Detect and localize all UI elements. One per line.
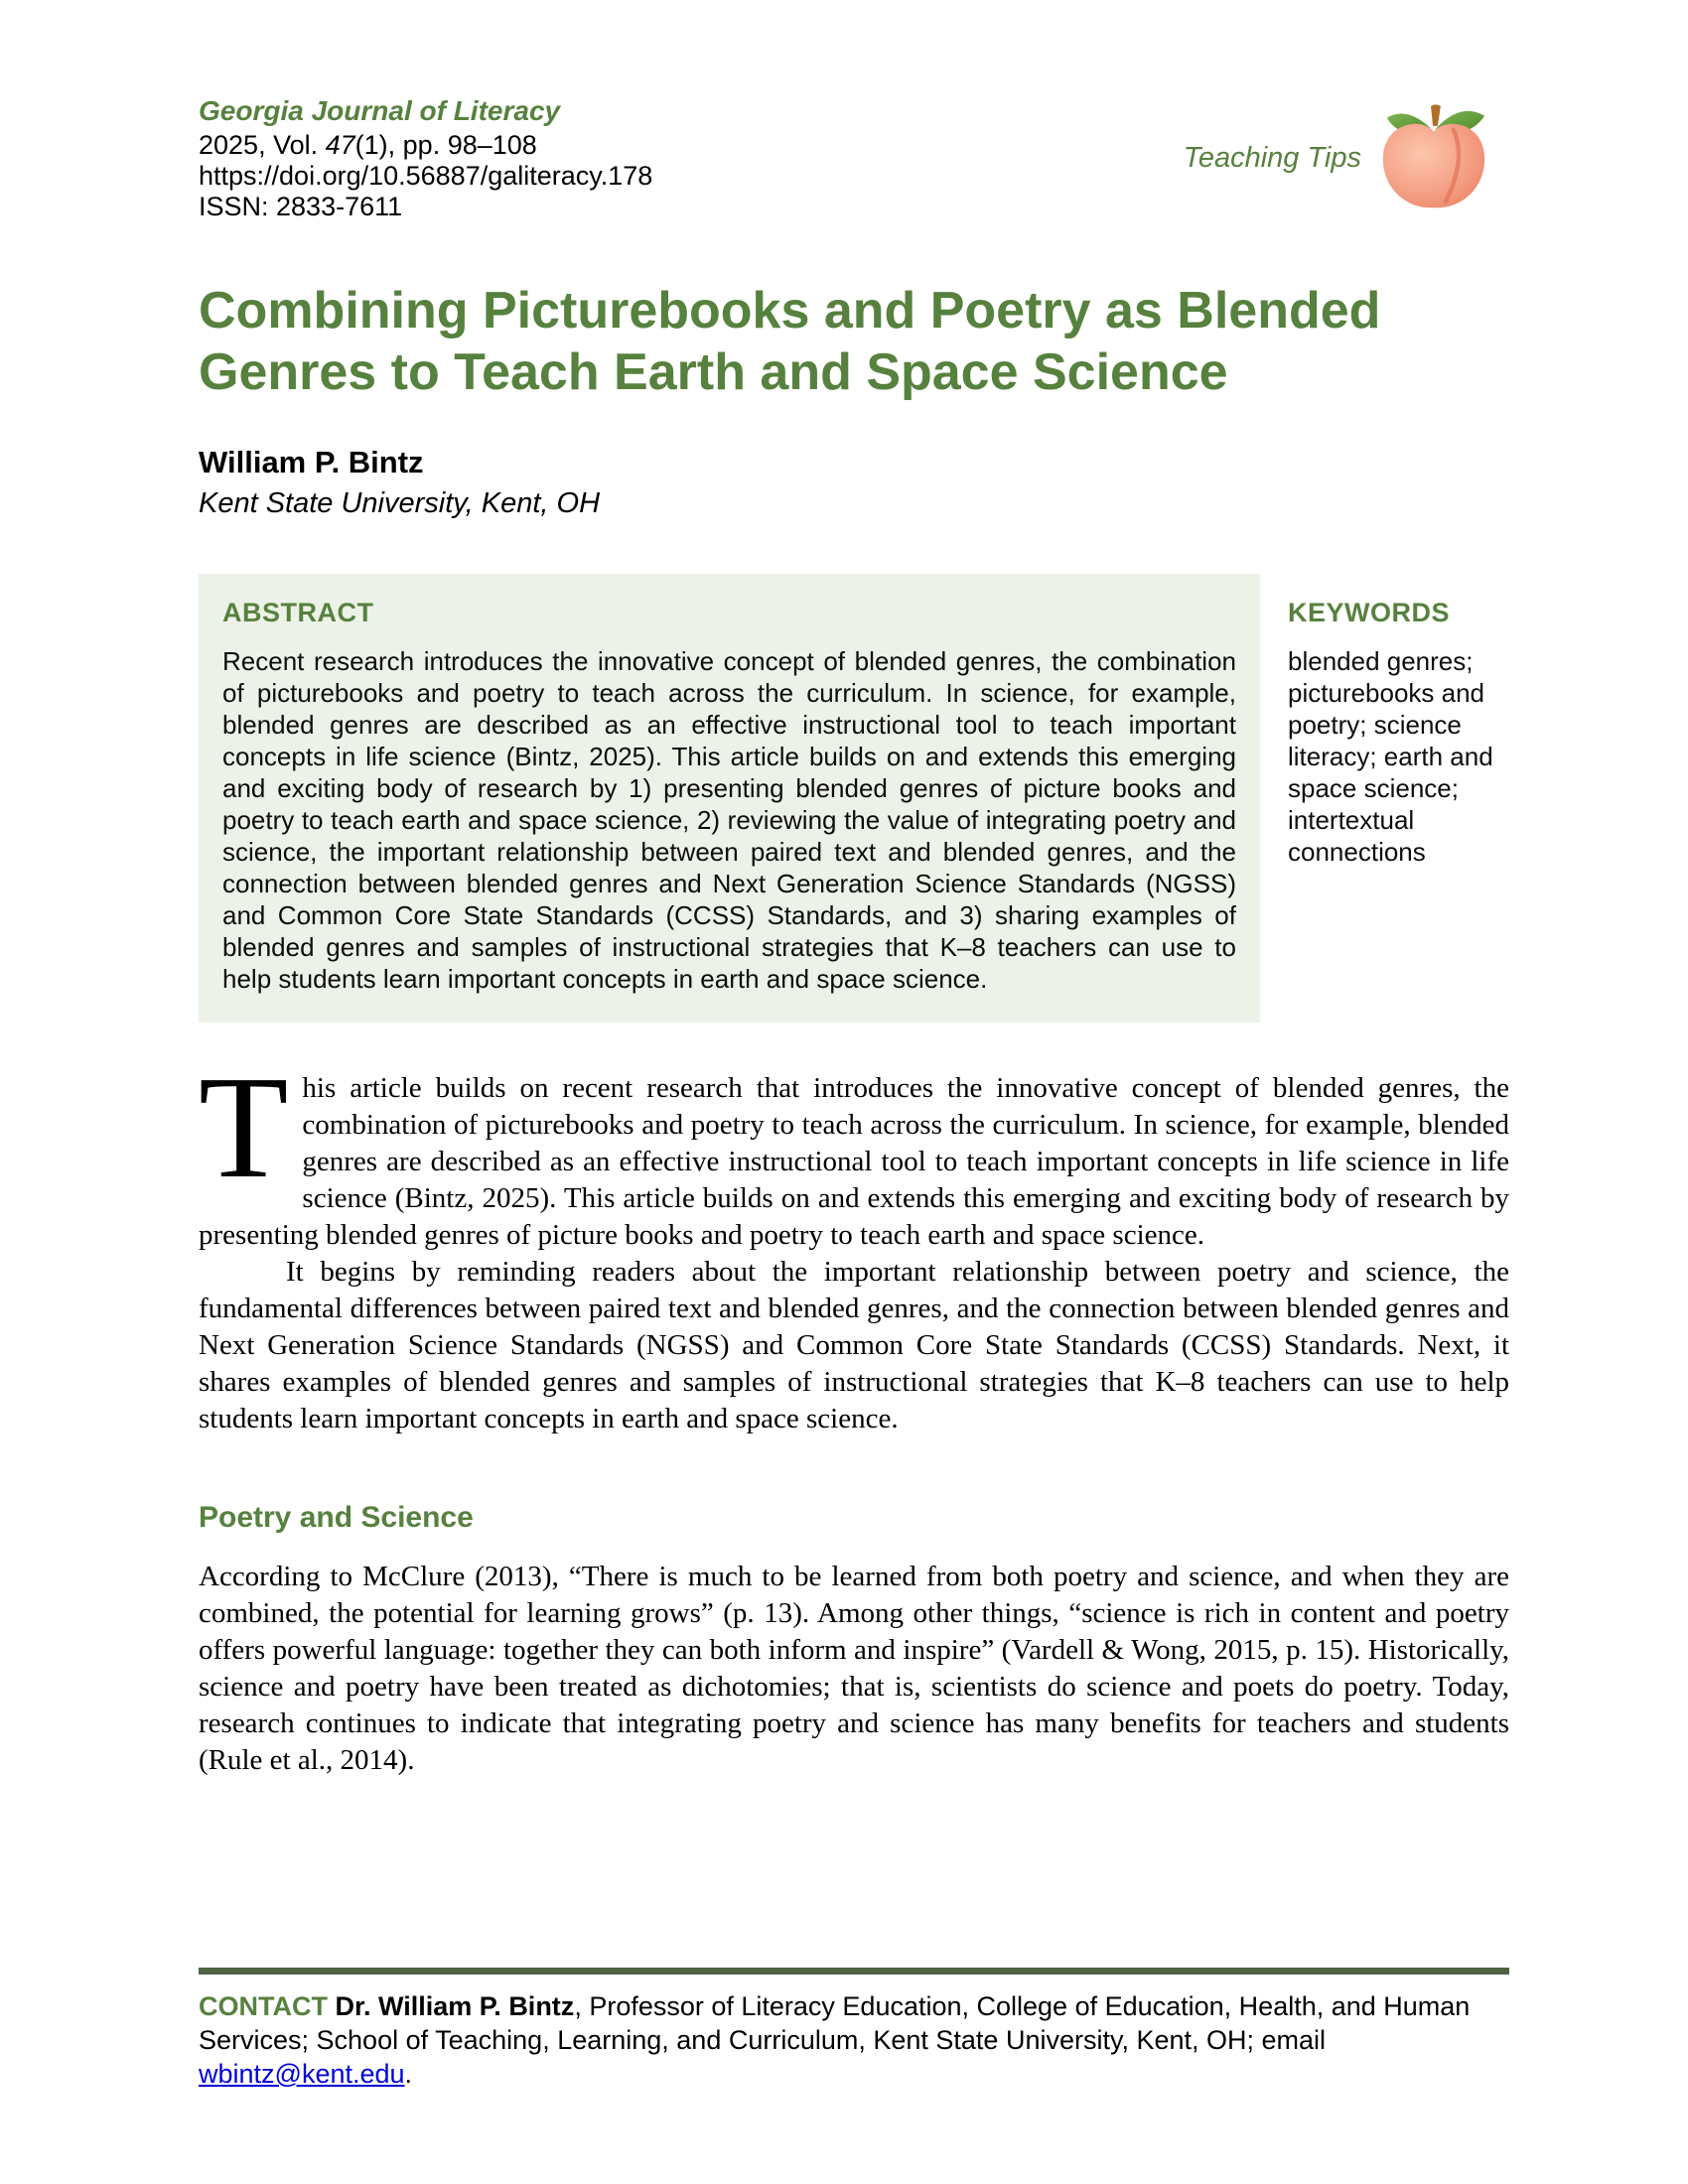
email-link[interactable]: wbintz@kent.edu — [199, 2059, 405, 2089]
contact-details: , Professor of Literacy Education, College of Education, Health, and Human Services; School of Teaching, Learning, and Curriculum, Kent State University, Kent, OH; email — [199, 1991, 1471, 2055]
page-title: Combining Picturebooks and Poetry as Blended Genres to Teach Earth and Space Science — [199, 282, 1381, 401]
paragraph-1-text: his article builds on recent research that introduces the innovative concept of blended genres, the combination of picturebooks and poetry to teach across the curriculum. In science, for example, blended genres are described as an effective instructional tool to teach important concepts in life science in life science (Bintz, 2025). This article builds on and extends this emerging and exciting body of research by presenting blended genres of picture books and poetry to teach earth and space science. — [199, 1072, 1509, 1251]
volume-line: 2025, Vol. 47(1), pp. 98–108 — [199, 130, 537, 160]
abstract-text: Recent research introduces the innovative concept of blended genres, the combination of picturebooks and poetry to teach across the curriculum. In science, for example, blended genres are described as an effective instructional tool to teach important concepts in life science (Bintz, 2025). This article builds on and extends this emerging and exciting body of research by 1) presenting blended genres of picture books and poetry to teach earth and space science, 2) reviewing the value of integrating poetry and science, the important relationship between paired text and blended genres, and the connection between blended genres and Next Generation Science Standards (NGSS) and Common Core State Standards (CCSS) Standards, and 3) sharing examples of blended genres and samples of instructional strategies that K–8 teachers can use to help students learn important concepts in earth and space science. — [222, 646, 1236, 994]
journal-header — [199, 95, 652, 222]
paragraph-2: It begins by reminding readers about the important relationship between poetry and science, the fundamental differences between paired text and blended genres, and the connection between blended genres and Next Generation Science Standards (NGSS) and Common Core State Standards (CCSS) Standards. Next, it shares examples of blended genres and samples of instructional strategies that K–8 teachers can use to help students learn important concepts in earth and space science. — [199, 1256, 1509, 1434]
paragraph-1 — [199, 1046, 1509, 1254]
teaching-tips-label: Teaching Tips — [1183, 141, 1361, 174]
issn-line: ISSN: 2833-7611 — [199, 192, 403, 221]
paragraph-3: According to McClure (2013), “There is much to be learned from both poetry and science, and when they are combined, the potential for learning grows” (p. 13). Among other things, “science is rich in content and poetry offers powerful language: together they can both inform and inspire” (Vardell & Wong, 2015, p. 15). Historically, science and poetry have been treated as dichotomies; that is, scientists do science and poets do poetry. Today, research continues to indicate that integrating poetry and science has many benefits for teachers and students (Rule et al., 2014). — [199, 1561, 1509, 1776]
author-affiliation: Kent State University, Kent, OH — [199, 487, 601, 519]
peach-icon — [1375, 97, 1492, 218]
contact-name: Dr. William P. Bintz — [327, 1991, 575, 2021]
journal-name: Georgia Journal of Literacy — [199, 95, 561, 126]
category-badge — [1053, 97, 1492, 218]
footer — [199, 1968, 1509, 2091]
abstract-box — [199, 574, 1260, 1023]
drop-cap: T — [199, 1046, 289, 1209]
doi-line: https://doi.org/10.56887/galiteracy.178 — [199, 161, 653, 191]
keywords-section — [1288, 574, 1506, 868]
contact-period: . — [404, 2059, 413, 2089]
author-block — [199, 445, 600, 520]
keywords-label: KEYWORDS — [1288, 598, 1451, 627]
contact-line — [199, 1989, 1509, 2091]
contact-label: CONTACT — [199, 1991, 328, 2021]
article-body — [199, 1046, 1509, 1779]
abstract-section — [199, 574, 1509, 1023]
keywords-text: blended genres; picturebooks and poetry; science literacy; earth and space science; intertextual connections — [1288, 646, 1493, 867]
abstract-label: ABSTRACT — [222, 598, 374, 627]
footer-rule — [199, 1968, 1509, 1975]
author-name: William P. Bintz — [199, 445, 424, 479]
section-heading-poetry-science: Poetry and Science — [199, 1501, 474, 1534]
